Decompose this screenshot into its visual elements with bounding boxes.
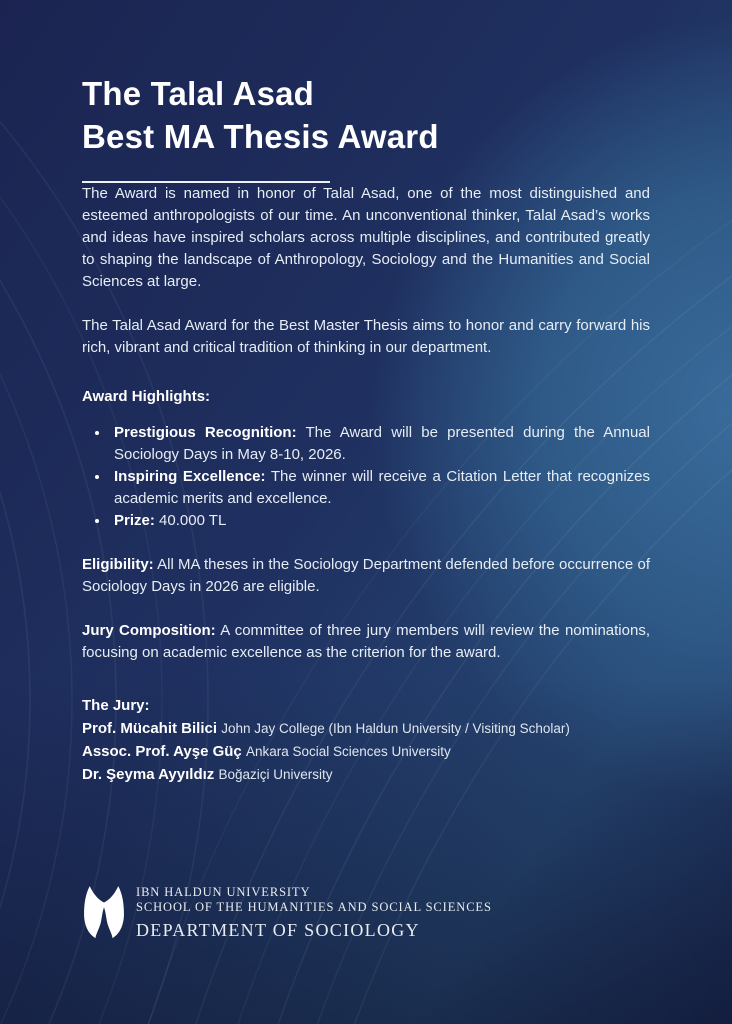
- highlight-label: Inspiring Excellence:: [114, 468, 266, 485]
- eligibility-label: Eligibility:: [82, 556, 154, 573]
- jury-member: [82, 717, 650, 740]
- title-line-2: Best MA Thesis Award: [82, 118, 439, 155]
- highlight-text: The Award will be presented during the Annual Sociology Days in May 8-10, 2026.: [114, 424, 650, 463]
- highlights-list: [82, 422, 650, 532]
- jury-composition-text: A committee of three jury members will review the nominations, focusing on academic excellence as the criterion for the award.: [82, 622, 650, 661]
- jury-composition-label: Jury Composition:: [82, 622, 216, 639]
- university-footer: [82, 884, 492, 941]
- footer-department-line: DEPARTMENT OF SOCIOLOGY: [136, 919, 420, 940]
- footer-school-line: SCHOOL OF THE HUMANITIES AND SOCIAL SCIENCES: [136, 899, 492, 914]
- highlight-item-prize: [110, 510, 650, 532]
- jury-member-name: Dr. Şeyma Ayyıldız: [82, 766, 215, 783]
- jury-heading: The Jury:: [82, 697, 150, 714]
- jury-section: [82, 673, 650, 786]
- highlight-text: 40.000 TL: [159, 512, 227, 529]
- award-highlights-heading: Award Highlights:: [82, 388, 211, 405]
- intro-paragraph: The Award is named in honor of Talal Asad, one of the most distinguished and esteemed anthropologists of our time. An unconventional thinker, Talal Asad’s works and ideas have inspired scholars across multiple disciplines, and contributed greatly to shaping the landscape of Anthropology, Sociology and the Humanities and Social Sciences at large.: [82, 185, 650, 290]
- jury-member-affiliation: Ankara Social Sciences University: [245, 744, 451, 759]
- highlight-item-inspiring-excellence: [110, 466, 650, 510]
- jury-member-name: Assoc. Prof. Ayşe Güç: [82, 743, 242, 760]
- page-title: [82, 72, 650, 158]
- eligibility-text: All MA theses in the Sociology Department defended before occurrence of Sociology Days in 2026 are eligible.: [82, 556, 650, 595]
- mission-paragraph: The Talal Asad Award for the Best Master Thesis aims to honor and carry forward his rich, vibrant and critical tradition of thinking in our department.: [82, 317, 650, 356]
- jury-composition-paragraph: [82, 598, 650, 664]
- highlight-label: Prestigious Recognition:: [114, 424, 297, 441]
- footer-university-line: IBN HALDUN UNIVERSITY: [136, 884, 311, 899]
- highlight-label: Prize:: [114, 512, 155, 529]
- jury-member-affiliation: John Jay College (Ibn Haldun University / Visiting Scholar): [221, 721, 570, 736]
- tulip-logo-icon: [82, 884, 126, 941]
- highlight-item-prestigious-recognition: [110, 422, 650, 466]
- jury-member: [82, 740, 650, 763]
- eligibility-paragraph: [82, 532, 650, 598]
- footer-text-block: [136, 885, 492, 941]
- jury-member: [82, 763, 650, 786]
- jury-member-name: Prof. Mücahit Bilici: [82, 720, 218, 737]
- title-line-1: The Talal Asad: [82, 75, 315, 112]
- jury-member-affiliation: Boğaziçi University: [218, 767, 333, 782]
- highlight-text: The winner will receive a Citation Letter that recognizes academic merits and excellence.: [114, 468, 650, 507]
